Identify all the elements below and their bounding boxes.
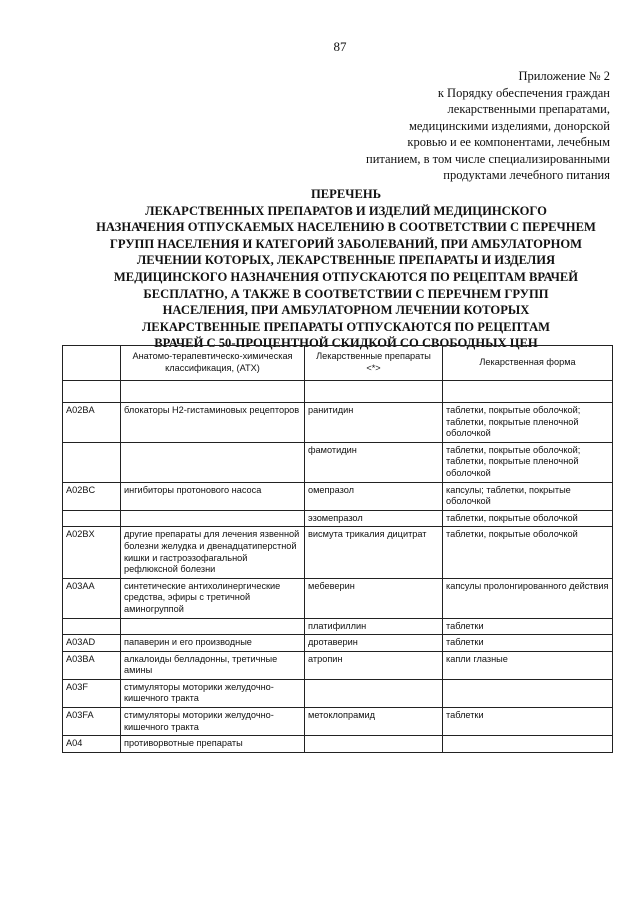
table-row [63, 482, 613, 510]
header-atc-classification: Анатомо-терапевтическо-химическая классификация, (ATX) [121, 346, 305, 381]
atc-code: A03AD [63, 635, 121, 652]
atc-code [63, 510, 121, 527]
appendix-line: кровью и ее компонентами, лечебным [407, 135, 610, 149]
atc-group: ингибиторы протонового насоса [121, 482, 305, 510]
atc-code [63, 442, 121, 482]
drug-name: дротаверин [305, 635, 443, 652]
drug-name [305, 679, 443, 707]
header-dosage-form: Лекарственная форма [443, 346, 613, 381]
dosage-form: таблетки, покрытые оболочкой [443, 527, 613, 578]
atc-group: папаверин и его производные [121, 635, 305, 652]
dosage-form: таблетки [443, 635, 613, 652]
table-row [63, 635, 613, 652]
atc-group [121, 442, 305, 482]
atc-group: синтетические антихолинергические средства, эфиры с третичной аминогруппой [121, 578, 305, 618]
dosage-form: капсулы пролонгированного действия [443, 578, 613, 618]
table-row [63, 651, 613, 679]
atc-code [63, 618, 121, 635]
appendix-line: продуктами лечебного питания [443, 168, 610, 182]
drug-name: эзомепразол [305, 510, 443, 527]
atc-code: A02BA [63, 403, 121, 443]
atc-group: алкалоиды белладонны, третичные амины [121, 651, 305, 679]
title-line: НАЗНАЧЕНИЯ ОТПУСКАЕМЫХ НАСЕЛЕНИЮ В СООТВЕТСТВИИ С ПЕРЕЧНЕМ [96, 220, 596, 235]
title-line: ВРАЧЕЙ С 50-ПРОЦЕНТНОЙ СКИДКОЙ СО СВОБОДНЫХ ЦЕН [154, 336, 538, 351]
dosage-form: капсулы; таблетки, покрытые оболочкой [443, 482, 613, 510]
dosage-form: таблетки, покрытые оболочкой; таблетки, покрытые пленочной оболочкой [443, 403, 613, 443]
title-line: ГРУПП НАСЕЛЕНИЯ И КАТЕГОРИЙ ЗАБОЛЕВАНИЙ, ПРИ АМБУЛАТОРНОМ [109, 236, 583, 251]
drug-name: метоклопрамид [305, 708, 443, 736]
appendix-note [290, 68, 610, 184]
page-number: 87 [333, 39, 347, 54]
drug-name: атропин [305, 651, 443, 679]
atc-code: A04 [63, 736, 121, 753]
title-line: НАСЕЛЕНИЯ, ПРИ АМБУЛАТОРНОМ ЛЕЧЕНИИ КОТОРЫХ [162, 303, 530, 318]
document-title [40, 186, 640, 352]
table-row [63, 510, 613, 527]
table-spacer-row [63, 381, 613, 403]
atc-group: стимуляторы моторики желудочно-кишечного тракта [121, 679, 305, 707]
table-row [63, 403, 613, 443]
dosage-form [443, 736, 613, 753]
table-header-row [63, 346, 613, 381]
atc-group: противорвотные препараты [121, 736, 305, 753]
dosage-form: таблетки [443, 708, 613, 736]
atc-group [121, 510, 305, 527]
table-row [63, 708, 613, 736]
title-line: ЛЕЧЕНИИ КОТОРЫХ, ЛЕКАРСТВЕННЫЕ ПРЕПАРАТЫ И ИЗДЕЛИЯ [136, 253, 556, 268]
title-line: ПЕРЕЧЕНЬ [310, 187, 382, 201]
appendix-line: медицинскими изделиями, донорской [408, 118, 610, 133]
appendix-line: лекарственными препаратами, [447, 102, 610, 116]
table-row [63, 618, 613, 635]
atc-group [121, 618, 305, 635]
drug-name: ранитидин [305, 403, 443, 443]
header-code [63, 346, 121, 381]
drug-name [305, 736, 443, 753]
appendix-line: Приложение № 2 [518, 69, 610, 83]
drug-list-table [62, 345, 613, 753]
atc-code: A02BC [63, 482, 121, 510]
atc-code: A03AA [63, 578, 121, 618]
table-row [63, 679, 613, 707]
dosage-form [443, 679, 613, 707]
table-row [63, 442, 613, 482]
title-line: ЛЕКАРСТВЕННЫХ ПРЕПАРАТОВ И ИЗДЕЛИЙ МЕДИЦИНСКОГО [145, 203, 547, 218]
dosage-form: таблетки, покрытые оболочкой [443, 510, 613, 527]
drug-name: омепразол [305, 482, 443, 510]
atc-group: другие препараты для лечения язвенной болезни желудка и двенадцатиперстной кишки и гастроэзофагальной рефлюксной болезни [121, 527, 305, 578]
title-line: ЛЕКАРСТВЕННЫЕ ПРЕПАРАТЫ ОТПУСКАЮТСЯ ПО РЕЦЕПТАМ [141, 319, 551, 334]
table-row [63, 527, 613, 578]
atc-code: A03F [63, 679, 121, 707]
title-line: БЕСПЛАТНО, А ТАКЖЕ В СООТВЕТСТВИИ С ПЕРЕЧНЕМ ГРУПП [143, 286, 549, 301]
dosage-form: таблетки, покрытые оболочкой; таблетки, покрытые пленочной оболочкой [443, 442, 613, 482]
atc-group: блокаторы Н2-гистаминовых рецепторов [121, 403, 305, 443]
drug-name: платифиллин [305, 618, 443, 635]
title-line: МЕДИЦИНСКОГО НАЗНАЧЕНИЯ ОТПУСКАЮТСЯ ПО РЕЦЕПТАМ ВРАЧЕЙ [113, 269, 579, 284]
atc-code: A03BA [63, 651, 121, 679]
header-drugs: Лекарственные препараты <*> [305, 346, 443, 381]
drug-name: висмута трикалия дицитрат [305, 527, 443, 578]
appendix-line: к Порядку обеспечения граждан [437, 85, 610, 100]
drug-name: мебеверин [305, 578, 443, 618]
appendix-line: питанием, в том числе специализированными [366, 151, 610, 166]
table-row [63, 736, 613, 753]
table-row [63, 578, 613, 618]
dosage-form: таблетки [443, 618, 613, 635]
drug-name: фамотидин [305, 442, 443, 482]
atc-code: A02BX [63, 527, 121, 578]
atc-code: A03FA [63, 708, 121, 736]
atc-group: стимуляторы моторики желудочно-кишечного тракта [121, 708, 305, 736]
dosage-form: капли глазные [443, 651, 613, 679]
